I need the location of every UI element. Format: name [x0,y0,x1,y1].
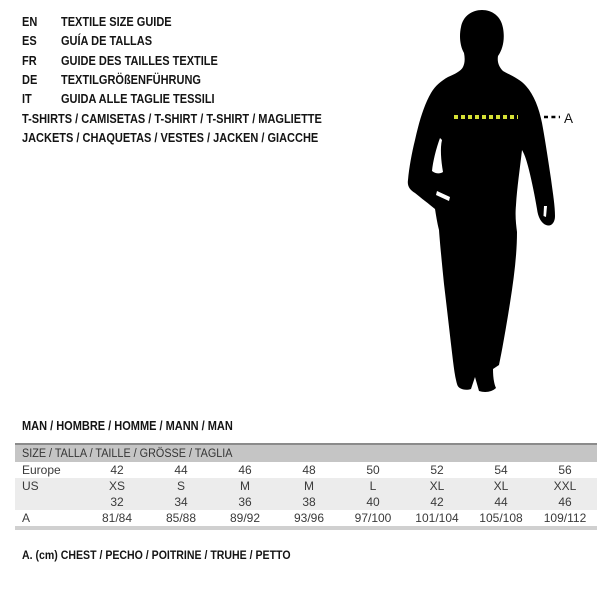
row-label: A [22,511,31,525]
man-silhouette-body [408,10,555,392]
row-label: US [22,479,39,493]
cell: XXL [553,479,577,493]
cell: 48 [302,463,316,477]
cell: M [240,479,250,493]
language-label: GUÍA DE TALLAS [61,34,153,49]
cell: 36 [238,495,252,509]
language-row-it [22,90,239,109]
cell: 89/92 [229,511,261,525]
table-row-us-numeric [15,494,597,510]
table-row-chest [15,510,597,526]
measurement-footnote: A. (cm) CHEST / PECHO / POITRINE / TRUHE / PETTO [22,548,291,562]
cell: 46 [238,463,252,477]
language-code: IT [22,92,32,107]
cell: 97/100 [354,511,392,525]
cell: XL [493,479,509,493]
table-row-europe [15,462,597,478]
language-row-es [22,32,239,51]
cell: 54 [494,463,508,477]
language-label: GUIDA ALLE TAGLIE TESSILI [61,92,215,107]
cell: XL [429,479,445,493]
cell: 93/96 [293,511,325,525]
cell: 105/108 [479,511,523,525]
cell: 50 [366,463,380,477]
cell: 44 [174,463,188,477]
cell: L [369,479,377,493]
cell: 85/88 [165,511,197,525]
language-code: ES [22,34,37,49]
cell: 42 [110,463,124,477]
cell: 34 [174,495,188,509]
measure-label-a: A [564,111,574,126]
cell: XS [108,479,125,493]
language-label: TEXTILE SIZE GUIDE [61,15,172,29]
cell: S [176,479,185,493]
cell: 46 [558,495,572,509]
man-silhouette-icon [395,5,580,395]
table-title: MAN / HOMBRE / HOMME / MANN / MAN [22,419,233,433]
language-label: TEXTILGRÖßENFÜHRUNG [61,72,201,87]
table-bottom-bar [15,526,597,530]
category-list [22,110,363,149]
category-jackets: JACKETS / CHAQUETAS / VESTES / JACKEN / GIACCHE [22,131,319,146]
cell: M [304,479,314,493]
category-tshirts: T-SHIRTS / CAMISETAS / T-SHIRT / T-SHIRT / MAGLIETTE [22,112,322,126]
language-row-fr [22,52,239,71]
language-code: DE [22,72,38,87]
language-label: GUIDE DES TAILLES TEXTILE [61,53,218,68]
size-table [15,443,597,530]
man-silhouette-figure [395,5,580,395]
cell: 56 [558,463,572,477]
table-row-us [15,478,597,494]
language-row-en [22,13,239,32]
language-row-de [22,71,239,90]
language-code: FR [22,53,37,68]
cell: 81/84 [101,511,133,525]
cell: 101/104 [415,511,459,525]
cell: 32 [110,495,124,509]
cell: 52 [430,463,444,477]
cell: 40 [366,495,380,509]
cell: 109/112 [543,511,587,525]
cell: 38 [302,495,316,509]
language-code: EN [22,15,38,29]
cell: 44 [494,495,508,509]
language-list [22,13,239,109]
row-label: Europe [22,463,61,477]
row-label [15,494,85,510]
size-table-header: SIZE / TALLA / TAILLE / GRÖSSE / TAGLIA [15,445,597,462]
cell: 42 [430,495,444,509]
